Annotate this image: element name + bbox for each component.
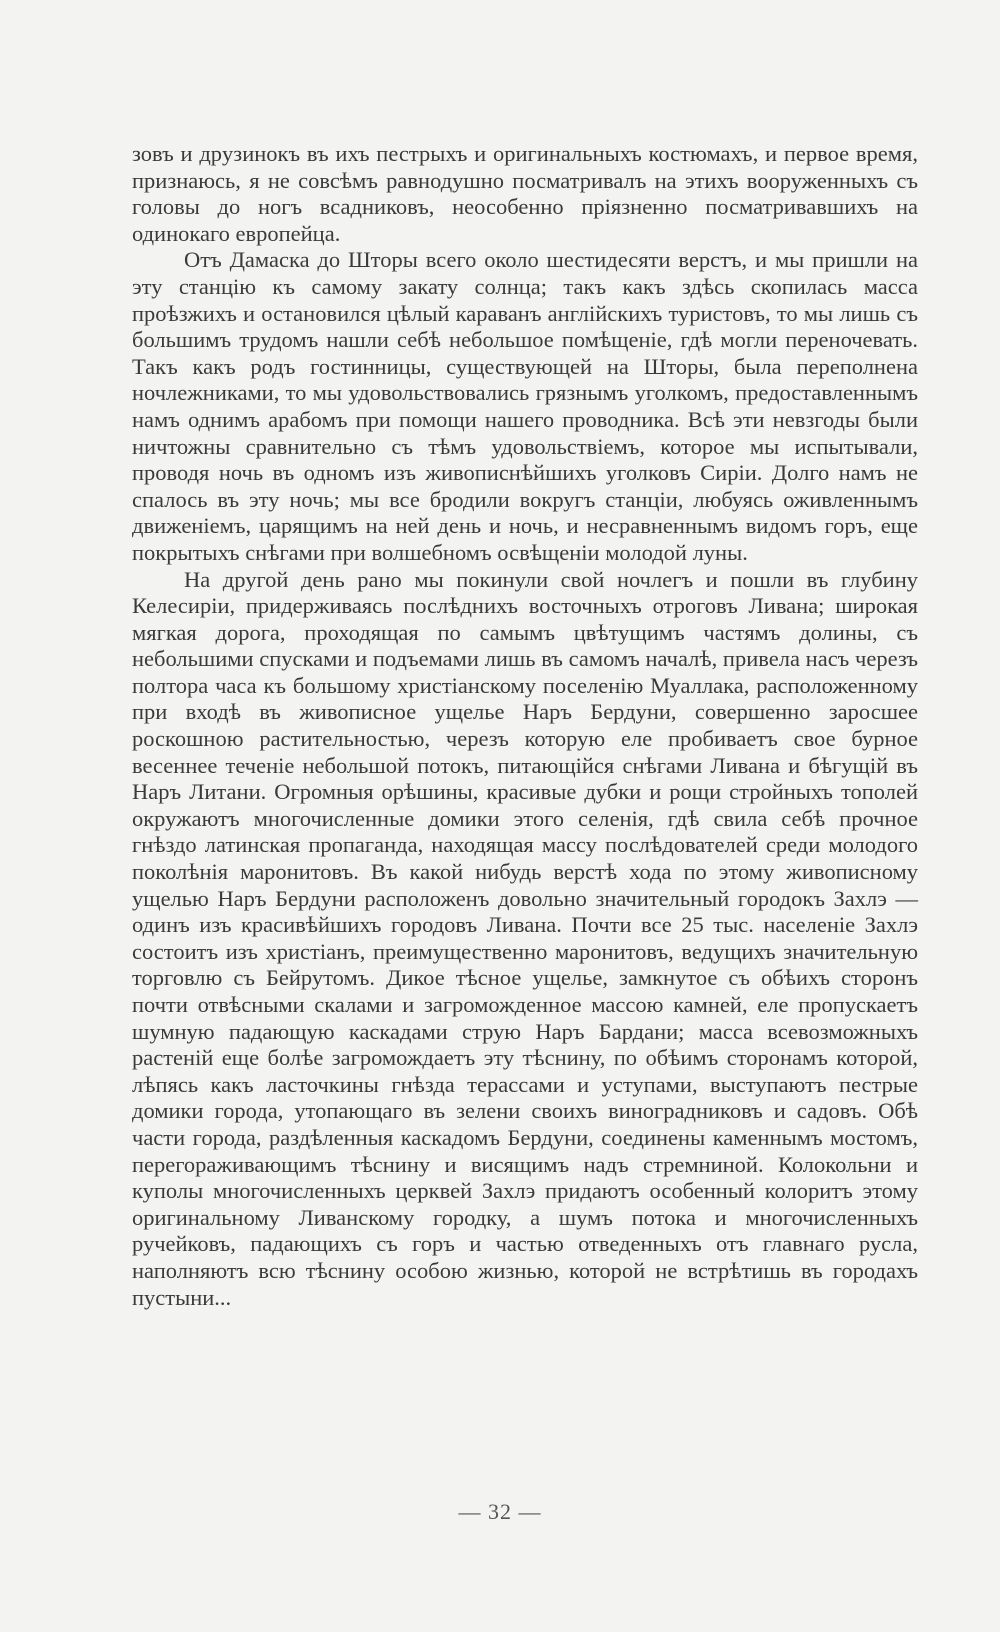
page-number: — 32 — bbox=[458, 1499, 542, 1524]
paragraph-3: На другой день рано мы покинули свой ночлегъ и пошли въ глубину Келесиріи, придерживаясь послѣднихъ восточныхъ отроговъ Ливана; широкая мягкая дорога, проходящая по самымъ цвѣтущимъ частямъ долины, съ небольшими спусками и подъемами лишь въ самомъ началѣ, привела насъ черезъ полтора часа къ большому христіанскому поселенію Муаллака, расположенному при входѣ въ живописное ущелье Наръ Бердуни, совершенно заросшее роскошною растительностью, черезъ которую еле пробиваетъ свое бурное весеннее теченіе небольшой потокъ, питающійся снѣгами Ливана и бѣгущій въ Наръ Литани. Огромныя орѣшины, красивые дубки и рощи стройныхъ тополей окружаютъ многочисленные домики этого селенія, гдѣ свила себѣ прочное гнѣздо латинская пропаганда, находящая массу послѣдователей среди молодого поколѣнія маронитовъ. Въ какой нибудь верстѣ хода по этому живописному ущелью Наръ Бердуни расположенъ довольно значительный городокъ Захлэ — одинъ изъ красивѣйшихъ городовъ Ливана. Почти все 25 тыс. населеніе Захлэ состоитъ изъ христіанъ, преимущественно маронитовъ, ведущихъ значительную торговлю съ Бейрутомъ. Дикое тѣсное ущелье, замкнутое съ обѣихъ сторонъ почти отвѣсными скалами и загроможденное массою камней, еле пропускаетъ шумную падающую каскадами струю Наръ Бардани; масса всевозможныхъ растеній еще болѣе загромождаетъ эту тѣснину, по обѣимъ сторонамъ которой, лѣпясь какъ ласточкины гнѣзда терассами и уступами, выступаютъ пестрые домики города, утопающаго въ зелени своихъ виноградниковъ и садовъ. Обѣ части города, раздѣленныя каскадомъ Бердуни, соединены каменнымъ мостомъ, перегораживающимъ тѣснину и висящимъ надъ стремниной. Колокольни и куполы многочисленныхъ церквей Захлэ придаютъ особенный колоритъ этому оригинальному Ливанскому городку, а шумъ потока и многочисленныхъ ручейковъ, падающихъ съ горъ и частью отведенныхъ отъ главнаго русла, наполняютъ всю тѣснину особою жизнью, которой не встрѣтишь въ городахъ пустыни... bbox=[132, 566, 918, 1310]
body-text bbox=[132, 141, 918, 1311]
paragraph-1: зовъ и дрyзинокъ въ ихъ пестрыхъ и оригинальныхъ костюмахъ, и первое время, признаюсь, я не совсѣмъ равнодушно посматривалъ на этихъ вооруженныхъ съ головы до ногъ всадниковъ, неособенно пріязненно посматривавшихъ на одинокаго европейца. bbox=[132, 141, 918, 246]
paragraph-2: Отъ Дамаска до Шторы всего около шестидесяти верстъ, и мы пришли на эту станцію къ самому закату солнца; такъ какъ здѣсь скопилась масса проѣзжихъ и остановился цѣлый караванъ англійскихъ туристовъ, то мы лишь съ большимъ трудомъ нашли себѣ небольшое помѣщеніе, гдѣ могли переночевать. Такъ какъ родъ гостинницы, существующей на Шторы, была переполнена ночлежниками, то мы удовольствовались грязнымъ уголкомъ, предоставленнымъ намъ однимъ арабомъ при помощи нашего проводника. Всѣ эти невзгоды были ничтожны сравнительно съ тѣмъ удовольствіемъ, которое мы испытывали, проводя ночь въ одномъ изъ живописнѣйшихъ уголковъ Сиріи. Долго намъ не спалось въ эту ночь; мы все бродили вокругъ станціи, любуясь оживленнымъ движеніемъ, царящимъ на ней день и ночь, и несравненнымъ видомъ горъ, еще покрытыхъ снѣгами при волшебномъ освѣщеніи молодой луны. bbox=[132, 247, 918, 565]
